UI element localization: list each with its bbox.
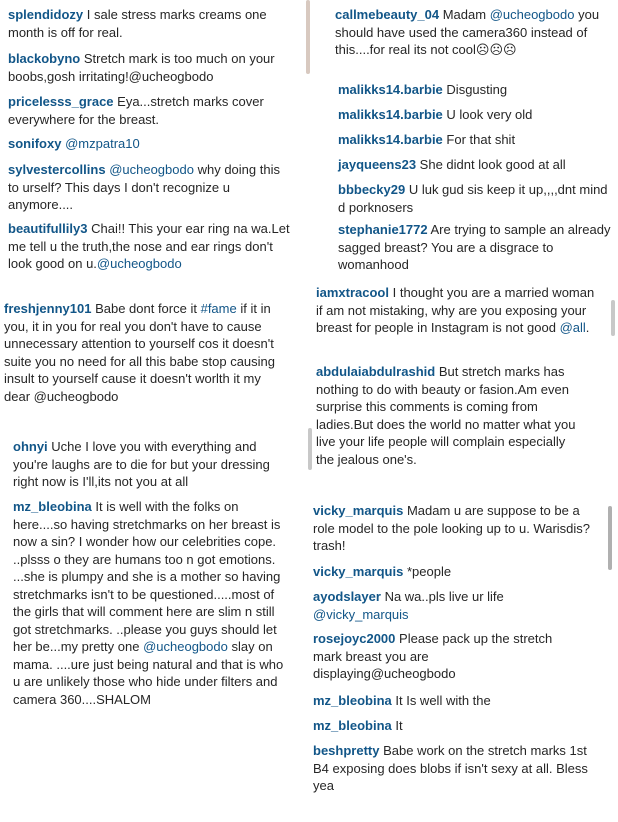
comment-text: For that shit	[446, 132, 516, 147]
comment-text: if it in you, it in you for real you don't have to cause unnecessary attention to yourself cos it doesn't suite you no need for all this babe stop causing insult to yourself cause it doesn't worlth it my dear @ucheogbodo	[4, 301, 276, 404]
comment-username[interactable]: jayqueens23	[338, 157, 417, 172]
comment-username[interactable]: bbbecky29	[338, 182, 406, 197]
comment-mz-bleobina-3	[313, 717, 595, 735]
comment-username[interactable]: splendidozy	[8, 7, 84, 22]
comment-text: I thought you are a married woman if am not mistaking, why are you exposing your breast for people in Instagram is not good	[316, 285, 595, 335]
comment-text: Please pack up the stretch mark breast you are displaying@ucheogbodo	[313, 631, 553, 681]
comment-text: Are trying to sample an already sagged breast? You are a disgrace to womanhood	[338, 222, 611, 272]
comment-hashtag[interactable]: #fame	[200, 301, 237, 316]
comment-bbbecky29	[338, 181, 613, 216]
comment-sonifoxy	[8, 135, 290, 153]
scrollbar-thumb-right[interactable]	[608, 506, 612, 570]
comment-text: Babe work on the stretch marks 1st B4 exposing does blobs if isn't sexy at all. Bless yea	[313, 743, 588, 793]
scrollbar-thumb-right[interactable]	[611, 300, 615, 336]
comment-username[interactable]: vicky_marquis	[313, 564, 404, 579]
comment-text: slay on mama. ....ure just being natural and that is who u are unlikely those who hide under filters and camera 360....SHALOM	[13, 639, 284, 707]
comment-text: *people	[406, 564, 452, 579]
comment-mention[interactable]: @ucheogbodo	[143, 639, 228, 654]
comment-username[interactable]: mz_bleobina	[313, 718, 392, 733]
comment-username[interactable]: sylvestercollins	[8, 162, 106, 177]
comment-username[interactable]: vicky_marquis	[313, 503, 404, 518]
comment-username[interactable]: pricelesss_grace	[8, 94, 114, 109]
comment-text: Disgusting	[446, 82, 508, 97]
comment-sylvestercollins	[8, 161, 290, 214]
comments-panel-top-left	[0, 0, 300, 296]
comment-malikks14-barbie-1	[338, 81, 613, 99]
comment-abdulaiabdulrashid	[316, 363, 586, 468]
comment-mention[interactable]: @all	[559, 320, 586, 335]
comment-username[interactable]: freshjenny101	[4, 301, 92, 316]
comment-text: But stretch marks has nothing to do with beauty or fasion.Am even surprise this comments is coming from ladies.But does the world no matter what you live your life people will complain especially the jealous one's.	[316, 364, 576, 467]
comment-mention[interactable]: @mzpatra10	[65, 136, 140, 151]
comments-panel-top-right	[305, 0, 618, 276]
comments-panel-ohnyi	[0, 432, 300, 494]
comments-panel-freshjenny	[0, 296, 300, 426]
comment-vicky-marquis-1	[313, 502, 595, 555]
comment-text: I sale stress marks creams one month is off for real.	[8, 7, 267, 40]
comments-panel-mz-bleobina	[0, 494, 300, 784]
comment-iamxtracool	[316, 284, 600, 337]
comment-text: why doing this to urself? This days I don't recognize u anymore....	[8, 162, 280, 212]
comment-text: It is well with the folks on here....so having stretchmarks on her breast is now a sin? I wonder how our celebrities cope. ..plsss o they are humans too n got emotions. ...she is plumpy and she is a mother so having stretchmarks isn't to be questioned.....most of the girls that will comment here are slim n still got stretchmarks. ..please you guys should let her be...my pretty one	[13, 499, 281, 654]
comment-text: It Is well with the	[395, 693, 491, 708]
comment-username[interactable]: ohnyi	[13, 439, 48, 454]
comment-mention[interactable]: @vicky_marquis	[313, 606, 409, 622]
comments-panel-bottom-right	[305, 498, 618, 802]
comment-pricelesss-grace	[8, 93, 290, 128]
comment-text: It	[395, 718, 403, 733]
comment-mz-bleobina	[13, 498, 285, 708]
scrollbar-thumb[interactable]	[308, 428, 312, 470]
comment-text: Madam	[442, 7, 487, 22]
comment-freshjenny101	[4, 300, 284, 405]
comment-ayodslayer	[313, 588, 595, 623]
comment-text: U luk gud sis keep it up,,,,dnt mind d porknosers	[338, 182, 608, 215]
comment-username[interactable]: iamxtracool	[316, 285, 389, 300]
comments-panel-iamxtracool	[307, 278, 618, 494]
comment-username[interactable]: mz_bleobina	[313, 693, 392, 708]
comment-username[interactable]: malikks14.barbie	[338, 107, 443, 122]
comment-malikks14-barbie-3	[338, 131, 613, 149]
comment-text: .	[585, 320, 590, 335]
comment-text: Chai!! This your ear ring na wa.Let me tell u the truth,the nose and ear rings don't look good on u.	[8, 221, 290, 271]
comment-text: She didnt look good at all	[419, 157, 566, 172]
comment-username[interactable]: rosejoyc2000	[313, 631, 396, 646]
comment-mz-bleobina-2	[313, 692, 595, 710]
comment-callmebeauty-04	[335, 6, 613, 59]
comment-username[interactable]: beshpretty	[313, 743, 380, 758]
comment-rosejoyc2000	[313, 630, 553, 683]
comment-text: Na wa..pls live ur life	[384, 589, 504, 604]
comment-mention[interactable]: @ucheogbodo	[109, 162, 194, 177]
comment-text: Eya...stretch marks cover everywhere for the breast.	[8, 94, 264, 127]
scrollbar-thumb[interactable]	[306, 0, 310, 74]
comment-mention[interactable]: @ucheogbodo	[489, 7, 575, 22]
comment-username[interactable]: mz_bleobina	[13, 499, 92, 514]
comment-text: Madam u are suppose to be a role model to the pole looking up to u. Warisdis? trash!	[313, 503, 591, 553]
comment-beshpretty	[313, 742, 595, 795]
comment-username[interactable]: malikks14.barbie	[338, 82, 443, 97]
comment-stephanie1772	[338, 221, 613, 274]
comment-malikks14-barbie-2	[338, 106, 613, 124]
comment-text: Babe dont force it	[95, 301, 197, 316]
comment-mention[interactable]: @ucheogbodo	[96, 256, 182, 271]
comment-username[interactable]: abdulaiabdulrashid	[316, 364, 436, 379]
comment-username[interactable]: beautifullily3	[8, 221, 88, 236]
comment-beautifullily3	[8, 220, 290, 273]
comment-splendidozy	[8, 6, 290, 41]
comment-blackobyno	[8, 50, 290, 85]
comment-username[interactable]: sonifoxy	[8, 136, 62, 151]
comment-ohnyi	[13, 438, 285, 491]
comment-vicky-marquis-2	[313, 563, 595, 581]
comment-username[interactable]: callmebeauty_04	[335, 7, 440, 22]
comment-username[interactable]: stephanie1772	[338, 222, 428, 237]
comment-username[interactable]: malikks14.barbie	[338, 132, 443, 147]
comment-jayqueens23	[338, 156, 613, 174]
comment-text: Stretch mark is too much on your boobs,gosh irritating!@ucheogbodo	[8, 51, 275, 84]
comment-text: you should have used the camera360 instead of this....for real its not cool☹☹☹	[335, 7, 600, 57]
comment-text: U look very old	[446, 107, 533, 122]
comment-username[interactable]: ayodslayer	[313, 589, 381, 604]
comment-text: Uche I love you with everything and you're laughs are to die for but your dressing right now is I'll,its not you at all	[13, 439, 270, 489]
comment-username[interactable]: blackobyno	[8, 51, 81, 66]
